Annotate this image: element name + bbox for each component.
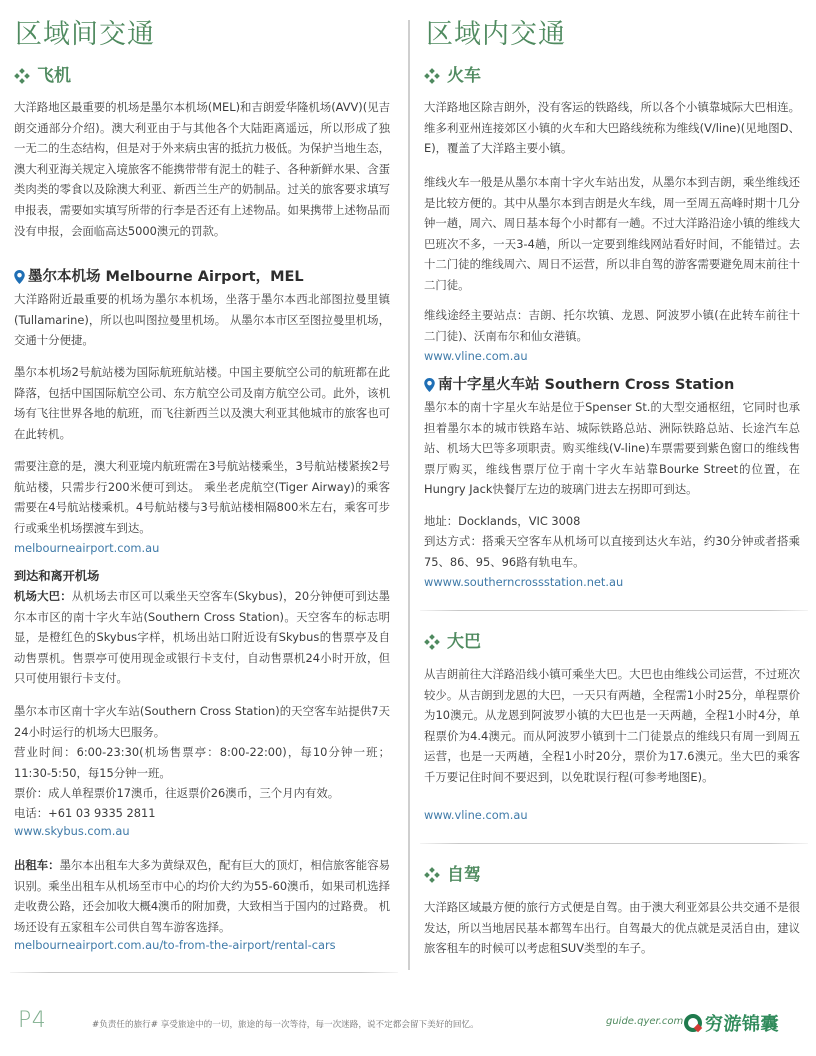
airport-bus-paragraph — [14, 586, 390, 689]
section-divider-train-bus — [420, 610, 808, 611]
brand-name: 穷游锦囊 — [705, 1014, 779, 1035]
section-heading-bus — [425, 630, 481, 654]
skybus-hours: 营业时间：6:00-23:30(机场售票亭：8:00-22:00)，每10分钟一班；11:30-5:50，每15分钟一班。 — [14, 745, 390, 780]
airport-paragraph-2: 墨尔本机场2号航站楼为国际航班航站楼。中国主要航空公司的航班都在此降落，包括中国国际航空公司、东方航空公司及南方航空公司。此外，该机场有飞往世界各地的航班，而飞往新西兰以及澳大利亚其他城市的旅客也可在此转机。 — [14, 365, 390, 441]
melbourne-airport-link[interactable]: melbourneairport.com.au — [14, 541, 160, 555]
poi-title-southern-cross — [424, 374, 734, 396]
station-address: 地址：Docklands，VIC 3008 — [424, 514, 581, 528]
station-paragraph: 墨尔本的南十字星火车站是位于Spenser St.的大型交通枢纽，它同时也承担着墨尔本的城市铁路车站、城际铁路总站、洲际铁路总站、长途汽车总站、机场大巴等多项职责。购买维线(V-line)车票需要到紫色窗口的维线售票厅购买，维线售票厅位于南十字火车站靠Bourke Street的位置，在Hungry Jack快餐厅左边的玻璃门进去左拐即可到达。 — [424, 400, 800, 497]
southern-cross-link[interactable]: wwww.southerncrossstation.net.au — [424, 575, 624, 589]
poi-title-melbourne-airport-label: 墨尔本机场 Melbourne Airport，MEL — [28, 269, 304, 285]
column-divider — [408, 20, 410, 970]
diamond-bullet-icon — [15, 69, 29, 83]
vline-link-bus[interactable]: www.vline.com.au — [424, 808, 528, 822]
airport-bus-label: 机场大巴： — [14, 589, 72, 603]
brand-logo — [684, 1010, 779, 1036]
page-number: P4 — [18, 1008, 47, 1033]
plane-intro-paragraph: 大洋路地区最重要的机场是墨尔本机场(MEL)和吉朗爱华隆机场(AVV)(见吉朗交通部分介绍)。澳大利亚由于与其他各个大陆距离遥远，所以形成了独一无二的生态结构，但是对于外来病虫害的抵抗力极低。为保护当地生态，澳大利亚海关规定入境旅客不能携带带有泥土的鞋子、各种新鲜水果、含蛋类肉类的零食以及除澳大利亚、新西兰生产的奶制品。过关的旅客要求填写申报表，需要如实填写所带的行李是否还有上述物品。如果携带上述物品而没有申报，会面临高达5000澳元的罚款。 — [14, 100, 390, 238]
page-title-inter-regional: 区域间交通 — [15, 19, 155, 50]
taxi-label: 出租车： — [14, 858, 60, 872]
rental-cars-link[interactable]: melbourneairport.com.au/to-from-the-airport/rental-cars — [14, 938, 336, 952]
guide-site-link[interactable]: guide.qyer.com — [606, 1016, 684, 1027]
skybus-phone: 电话：+61 03 9335 2811 — [14, 806, 156, 820]
train-paragraph-2: 维线火车一般是从墨尔本南十字火车站出发，从墨尔本到吉朗，乘坐维线还是比较方便的。其中从墨尔本到吉朗是火车线，周一至周五高峰时期十几分钟一趟，周六、周日基本每个小时都有一趟。不过大洋路沿途小镇的维线大巴班次不多，一天3-4趟，所以一定要到维线网站看好时间，不能错过。去十二门徒的维线周六、周日不运营，所以非自驾的游客需要避免周末前往十二门徒。 — [424, 175, 800, 292]
section-heading-plane-label: 飞机 — [37, 66, 71, 86]
section-heading-train — [425, 64, 481, 88]
poi-title-southern-cross-label: 南十字星火车站 Southern Cross Station — [438, 377, 735, 393]
section-divider-bus-drive — [420, 843, 808, 844]
section-heading-bus-label: 大巴 — [447, 632, 481, 652]
vline-link-train[interactable]: www.vline.com.au — [424, 349, 528, 363]
diamond-bullet-icon — [425, 69, 439, 83]
drive-paragraph: 大洋路区域最方便的旅行方式便是自驾。由于澳大利亚郊县公共交通不是很发达，所以当地居民基本都驾车出行。自驾最大的优点就是灵活自由，建议旅客租车的时候可以考虑租SUV类型的车子。 — [424, 900, 800, 956]
diamond-bullet-icon — [425, 868, 439, 882]
location-pin-icon — [424, 378, 435, 392]
section-heading-drive — [425, 863, 481, 887]
page-title-intra-regional: 区域内交通 — [426, 19, 566, 50]
skybus-fare: 票价：成人单程票价17澳币，往返票价26澳币，三个月内有效。 — [14, 786, 340, 800]
taxi-paragraph — [14, 855, 390, 937]
airport-bus-text: 从机场去市区可以乘坐天空客车(Skybus)，20分钟便可到达墨尔本市区的南十字火车站(Southern Cross Station)。天空客车的标志明显，是橙红色的Skybus字样，机场出站口附近设有Skybus的售票亭及自动售票机。售票亭可使用现金或银行卡支付，自动售票机24小时开放，但只可使用银行卡支付。 — [14, 589, 390, 686]
airport-paragraph-1: 大洋路附近最重要的机场为墨尔本机场，坐落于墨尔本西北部图拉曼里镇(Tullamarine)，所以也叫图拉曼里机场。 从墨尔本市区至图拉曼里机场，交通十分便捷。 — [14, 292, 390, 348]
section-heading-train-label: 火车 — [447, 66, 481, 86]
airport-paragraph-3: 需要注意的是，澳大利亚境内航班需在3号航站楼乘坐，3号航站楼紧挨2号航站楼，只需步行200米便可到达。 乘坐老虎航空(Tiger Airway)的乘客需要在4号航站楼乘机。4号航站楼与3号航站楼相隔800米左右，乘客可步行或乘坐机场摆渡车到达。 — [14, 459, 390, 535]
diamond-bullet-icon — [425, 635, 439, 649]
arrive-depart-heading: 到达和离开机场 — [14, 569, 100, 583]
location-pin-icon — [14, 270, 25, 284]
station-access: 到达方式：搭乘天空客车从机场可以直接到达火车站，约30分钟或者搭乘75、86、95、96路有轨电车。 — [424, 534, 800, 569]
train-stops-paragraph: 维线途经主要站点：吉朗、托尔坎镇、龙恩、阿波罗小镇(在此转车前往十二门徒)、沃南布尔和仙女港镇。 — [424, 308, 800, 343]
taxi-text: 墨尔本出租车大多为黄绿双色，配有巨大的顶灯，相信旅客能容易识别。乘坐出租车从机场至市中心的均价大约为55-60澳币，如果司机选择走收费公路，还会加收大概4澳币的附加费，大致相当于国内的过路费。 机场还设有五家租车公司供自驾车游客选择。 — [14, 858, 390, 934]
footer-slogan: #负责任的旅行# 享受旅途中的一切，旅途的每一次等待，每一次迷路，说不定都会留下美好的回忆。 — [92, 1020, 479, 1030]
section-heading-drive-label: 自驾 — [447, 865, 481, 885]
skybus-link[interactable]: www.skybus.com.au — [14, 824, 130, 838]
poi-title-melbourne-airport — [14, 266, 304, 288]
skybus-station-paragraph: 墨尔本市区南十字火车站(Southern Cross Station)的天空客车站提供7天24小时运行的机场大巴服务。 — [14, 704, 390, 739]
qyer-q-logo-icon — [684, 1014, 702, 1032]
section-heading-plane — [15, 64, 71, 88]
left-column-bottom-rule — [10, 972, 398, 973]
bus-paragraph: 从吉朗前往大洋路沿线小镇可乘坐大巴。大巴也由维线公司运营，不过班次较少。从吉朗到龙恩的大巴，一天只有两趟，全程需1小时25分，单程票价为10澳元。从龙恩到阿波罗小镇的大巴也是一天两趟，全程1小时4分，单程票价为4.4澳元。而从阿波罗小镇到十二门徒景点的维线只有周一到周五运营，也是一天两趟，全程1小时20分，票价为17.6澳元。坐大巴的乘客千万要记住时间不要迟到，以免耽误行程(可参考地图E)。 — [424, 667, 800, 784]
train-paragraph-1: 大洋路地区除吉朗外，没有客运的铁路线，所以各个小镇靠城际大巴相连。维多利亚州连接郊区小镇的火车和大巴路线统称为维线(V/line)(见地图D、E)，覆盖了大洋路主要小镇。 — [424, 100, 800, 156]
